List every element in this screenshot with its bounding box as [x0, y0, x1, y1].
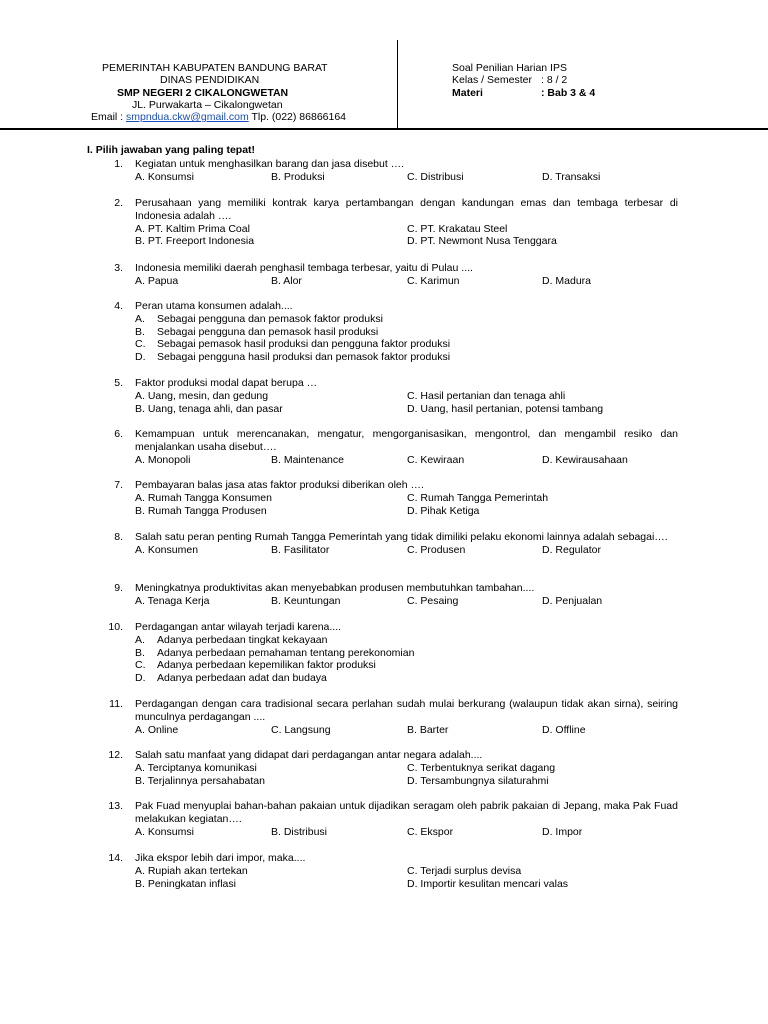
section-title: I. Pilih jawaban yang paling tepat! [87, 144, 256, 156]
option-letter: A. [135, 633, 145, 646]
option-d[interactable]: D. Madura [542, 274, 592, 287]
option-d[interactable] [100, 672, 678, 685]
option-b[interactable]: B. Maintenance [271, 453, 344, 466]
email-link[interactable]: smpndua.ckw@gmail.com [126, 111, 249, 123]
option-d[interactable]: D. Regulator [542, 543, 601, 556]
question-1 [100, 158, 678, 184]
option-a[interactable]: A. PT. Kaltim Prima Coal [135, 222, 250, 235]
option-letter: B. [135, 646, 145, 659]
option-b[interactable]: B. Distribusi [271, 825, 328, 838]
phone-text: Tlp. (022) 86866164 [248, 111, 347, 123]
question-8 [100, 531, 678, 557]
gov-line: PEMERINTAH KABUPATEN BANDUNG BARAT [102, 62, 328, 74]
question-number: 9. [114, 582, 123, 594]
option-b[interactable]: B. Barter [407, 723, 449, 736]
option-d[interactable]: D. PT. Newmont Nusa Tenggara [407, 235, 557, 248]
question-13 [100, 800, 678, 838]
question-text: Pak Fuad menyuplai bahan-bahan pakaian untuk dijadikan seragam oleh pabrik pakaian di Jepang, maka Pak Fuad melakukan kegiatan…. [135, 800, 678, 825]
option-text: Sebagai pengguna dan pemasok hasil produksi [157, 325, 379, 338]
email-label: Email : [91, 111, 127, 123]
options-row [100, 403, 678, 416]
option-b[interactable]: B. Rumah Tangga Produsen [135, 504, 267, 517]
option-a[interactable]: A. Tenaga Kerja [135, 594, 210, 607]
materi-label: Materi [452, 87, 483, 99]
options-row [100, 878, 678, 891]
options-row [100, 223, 678, 236]
options-row [100, 275, 678, 288]
question-11 [100, 698, 678, 736]
question-text: Salah satu manfaat yang didapat dari perdagangan antar negara adalah.... [135, 749, 483, 761]
option-text: Sebagai pengguna dan pemasok faktor produksi [157, 312, 383, 325]
option-a[interactable]: A. Konsumsi [135, 825, 194, 838]
question-number: 7. [114, 479, 123, 491]
option-text: Sebagai pemasok hasil produksi dan pengguna faktor produksi [157, 338, 451, 351]
option-c[interactable]: C. Pesaing [407, 594, 459, 607]
exam-title: Soal Penilian Harian IPS [452, 62, 567, 74]
question-number: 2. [114, 197, 123, 209]
option-b[interactable]: B. Alor [271, 274, 302, 287]
question-12 [100, 749, 678, 787]
question-number: 11. [109, 698, 123, 710]
options-row [100, 762, 678, 775]
options-row [100, 235, 678, 248]
option-a[interactable]: A. Uang, mesin, dan gedung [135, 389, 269, 402]
options-row [100, 595, 678, 608]
question-9 [100, 582, 678, 608]
options-row [100, 454, 678, 467]
options-row [100, 492, 678, 505]
option-text: Sebagai pengguna hasil produksi dan pemasok faktor produksi [157, 351, 451, 364]
option-b[interactable]: B. Uang, tenaga ahli, dan pasar [135, 402, 283, 415]
option-c[interactable]: C. Karimun [407, 274, 460, 287]
option-b[interactable] [100, 647, 678, 660]
option-a[interactable] [100, 634, 678, 647]
question-text: Meningkatnya produktivitas akan menyebabkan produsen membutuhkan tambahan.... [135, 582, 535, 594]
school-address: JL. Purwakarta – Cikalongwetan [132, 99, 283, 111]
option-b[interactable]: B. Peningkatan inflasi [135, 877, 236, 890]
question-number: 8. [114, 531, 123, 543]
option-b[interactable] [100, 326, 678, 339]
question-7 [100, 479, 678, 517]
option-d[interactable]: D. Impor [542, 825, 583, 838]
kelas-label: Kelas / Semester [452, 74, 532, 86]
question-text: Kegiatan untuk menghasilkan barang dan jasa disebut …. [135, 158, 405, 170]
option-c[interactable]: C. Terbentuknya serikat dagang [407, 761, 556, 774]
option-c[interactable]: C. Distribusi [407, 170, 464, 183]
options-row [100, 775, 678, 788]
option-a[interactable]: A. Monopoli [135, 453, 191, 466]
option-a[interactable]: A. Konsumen [135, 543, 199, 556]
options-row [100, 390, 678, 403]
option-c[interactable]: C. Produsen [407, 543, 466, 556]
question-number: 14. [108, 852, 123, 864]
option-a[interactable]: A. Papua [135, 274, 179, 287]
option-a[interactable]: A. Terciptanya komunikasi [135, 761, 257, 774]
option-c[interactable]: C. Langsung [271, 723, 331, 736]
option-text: Adanya perbedaan pemahaman tentang perekonomian [157, 646, 415, 659]
option-a[interactable]: A. Konsumsi [135, 170, 194, 183]
option-a[interactable]: A. Rumah Tangga Konsumen [135, 491, 272, 504]
option-d[interactable]: D. Uang, hasil pertanian, potensi tambang [407, 402, 604, 415]
option-letter: A. [135, 312, 145, 325]
question-text: Perdagangan antar wilayah terjadi karena.... [135, 621, 342, 633]
option-d[interactable]: D. Transaksi [542, 170, 601, 183]
question-10 [100, 621, 678, 685]
question-text: Perdagangan dengan cara tradisional secara perlahan sudah mulai berkurang (walaupun tidak akan sirna), seiring munculnya perdagangan .... [135, 698, 678, 723]
option-c[interactable] [100, 659, 678, 672]
question-text: Jika ekspor lebih dari impor, maka.... [135, 852, 306, 864]
option-a[interactable] [100, 313, 678, 326]
option-d[interactable]: D. Pihak Ketiga [407, 504, 480, 517]
question-text: Kemampuan untuk merencanakan, mengatur, mengorganisasikan, mengontrol, dan mengambil resiko dan menjalankan usaha disebut…. [135, 428, 678, 453]
question-number: 12. [108, 749, 123, 761]
option-b[interactable]: B. Terjalinnya persahabatan [135, 774, 265, 787]
header-divider-vertical [397, 40, 398, 129]
materi-value: : Bab 3 & 4 [541, 87, 596, 99]
agency-line: DINAS PENDIDIKAN [160, 74, 260, 86]
option-text: Adanya perbedaan adat dan budaya [157, 672, 327, 685]
option-a[interactable]: A. Online [135, 723, 179, 736]
question-text: Peran utama konsumen adalah.... [135, 300, 293, 312]
question-number: 5. [114, 377, 123, 389]
option-text: Adanya perbedaan tingkat kekayaan [157, 633, 328, 646]
question-3 [100, 262, 678, 288]
option-letter: C. [135, 659, 146, 672]
option-letter: D. [135, 351, 146, 364]
question-5 [100, 377, 678, 415]
school-name: SMP NEGERI 2 CIKALONGWETAN [117, 87, 289, 99]
header-divider [0, 128, 768, 130]
options-row [100, 505, 678, 518]
option-a[interactable]: A. Rupiah akan tertekan [135, 864, 248, 877]
option-letter: D. [135, 672, 146, 685]
question-number: 10. [108, 621, 123, 633]
option-c[interactable]: C. Hasil pertanian dan tenaga ahli [407, 389, 566, 402]
option-letter: B. [135, 325, 145, 338]
option-c[interactable]: C. Ekspor [407, 825, 454, 838]
option-c[interactable]: C. Rumah Tangga Pemerintah [407, 491, 549, 504]
options-row [100, 724, 678, 737]
options-row [100, 171, 678, 184]
question-text: Faktor produksi modal dapat berupa … [135, 377, 318, 389]
question-number: 4. [114, 300, 123, 312]
option-c[interactable]: C. Terjadi surplus devisa [407, 864, 522, 877]
question-4 [100, 300, 678, 364]
kelas-value: : 8 / 2 [541, 74, 568, 86]
question-text: Perusahaan yang memiliki kontrak karya pertambangan dengan kandungan emas dan tembaga terbesar di Indonesia adalah …. [135, 197, 678, 222]
option-d[interactable]: D. Penjualan [542, 594, 603, 607]
question-14 [100, 852, 678, 890]
option-b[interactable]: B. Keuntungan [271, 594, 341, 607]
option-c[interactable]: C. PT. Krakatau Steel [407, 222, 508, 235]
question-number: 3. [114, 262, 123, 274]
option-d[interactable]: D. Offline [542, 723, 586, 736]
option-letter: C. [135, 338, 146, 351]
options-row [100, 826, 678, 839]
question-number: 1. [114, 158, 123, 170]
question-number: 6. [114, 428, 123, 440]
option-b[interactable]: B. Fasilitator [271, 543, 330, 556]
option-b[interactable]: B. PT. Freeport Indonesia [135, 235, 255, 248]
options-row [100, 544, 678, 557]
options-row [100, 865, 678, 878]
question-number: 13. [108, 800, 123, 812]
question-text: Pembayaran balas jasa atas faktor produksi diberikan oleh …. [135, 479, 424, 491]
option-b[interactable]: B. Produksi [271, 170, 325, 183]
question-text: Indonesia memiliki daerah penghasil tembaga terbesar, yaitu di Pulau .... [135, 262, 473, 274]
question-2 [100, 197, 678, 248]
question-text: Salah satu peran penting Rumah Tangga Pemerintah yang tidak dimiliki pelaku ekonomi lainnya adalah sebagai…. [135, 531, 668, 543]
option-d[interactable]: D. Kewirausahaan [542, 453, 628, 466]
option-c[interactable]: C. Kewiraan [407, 453, 465, 466]
option-d[interactable]: D. Tersambungnya silaturahmi [407, 774, 549, 787]
option-d[interactable] [100, 351, 678, 364]
contact-line [91, 111, 346, 124]
option-c[interactable] [100, 338, 678, 351]
option-text: Adanya perbedaan kepemilikan faktor produksi [157, 659, 376, 672]
option-d[interactable]: D. Importir kesulitan mencari valas [407, 877, 569, 890]
question-6 [100, 428, 678, 466]
